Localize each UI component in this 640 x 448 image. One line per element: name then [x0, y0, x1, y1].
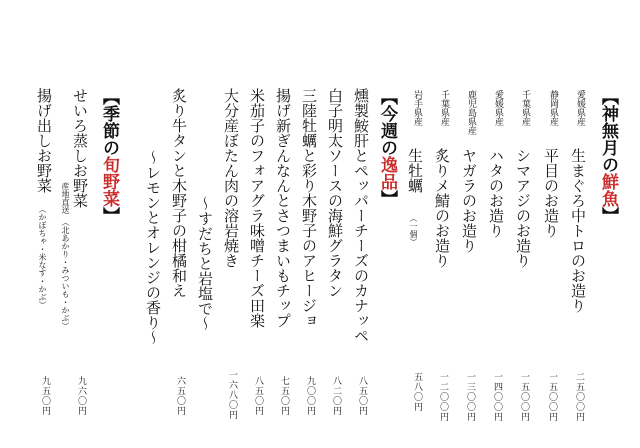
menu-item-name: 三陸牡蠣と彩り木野子のアヒージョ: [300, 88, 318, 328]
menu-item-name: せいろ蒸しお野菜: [71, 88, 89, 208]
bracket-close: 】: [598, 207, 618, 224]
menu-item-name: シマアジのお造り: [514, 148, 532, 268]
menu-item-name: 生まぐろ中トロのお造り: [569, 148, 587, 313]
menu-item-name: 揚げ出しお野菜: [35, 88, 53, 193]
menu-item-price: 七五〇円: [279, 376, 289, 416]
origin-label: 千葉県産: [439, 90, 449, 126]
menu-item-name: 大分産ぼたん肉の溶岩焼き: [222, 88, 240, 268]
menu-item-name: 炙り牛タンと木野子の柑橘和え: [170, 88, 188, 298]
menu-item-price: 九〇〇円: [305, 376, 315, 416]
menu-item-subtitle: 〜レモンとオレンジの香り〜: [144, 150, 162, 345]
menu-item-price: 六五〇円: [175, 376, 185, 416]
menu-item-price: 八五〇円: [253, 376, 263, 416]
menu-item-price: 一二〇〇円: [438, 372, 448, 422]
menu-item-name: ハタのお造り: [487, 148, 505, 238]
menu-item-name: 白子明太ソースの海鮮グラタン: [326, 88, 344, 298]
menu-item-price: 八五〇円: [357, 376, 367, 416]
menu-item-name: 米茄子のフォアグラ味噌チーズ田楽: [248, 88, 266, 328]
bracket-open: 【: [598, 88, 618, 105]
origin-label: 静岡県産: [548, 90, 558, 126]
menu-item-name: 炙りメ鯖のお造り: [433, 148, 451, 268]
bracket-open: 【: [377, 88, 397, 105]
menu-item-price: 一六八〇円: [227, 370, 237, 420]
menu-item-price: 八二〇円: [331, 376, 341, 416]
origin-label: 鹿児島県産: [466, 90, 476, 135]
menu-item-name: 平目のお造り: [542, 148, 560, 238]
menu-item-note: （一個）: [409, 214, 418, 246]
section-title: 季節の: [99, 105, 119, 156]
section-title-accent: 鮮魚: [598, 173, 618, 207]
menu-item-subtitle: 〜すだちと岩塩で〜: [196, 196, 214, 331]
section-title-accent: 旬野菜: [99, 156, 119, 207]
bracket-open: 【: [99, 88, 119, 105]
section-header-kannazuki: [599, 88, 616, 224]
menu-item-note: （かぼちゃ・米なす・かぶ）: [38, 205, 47, 309]
section-title: 神無月の: [598, 105, 618, 173]
bracket-close: 】: [99, 207, 119, 224]
origin-label: 岩手県産: [412, 90, 422, 126]
menu-item-price: 一三〇〇円: [465, 372, 475, 422]
origin-label: 愛媛県産: [575, 90, 585, 126]
section-header-konshu: [378, 88, 395, 207]
menu-item-name: 揚げ新ぎんなんとさつまいもチップ: [274, 88, 292, 328]
menu-item-name: 燻製鮟肝とペッパーチーズのカナッペ: [352, 88, 370, 343]
section-title: 今週の: [377, 105, 397, 156]
menu-item-note: （北あかり・みついも・かぶ）: [61, 218, 70, 330]
menu-item-price: 一五〇〇円: [547, 372, 557, 422]
section-header-kisetsu: [100, 88, 117, 224]
origin-label: 千葉県産: [520, 90, 530, 126]
menu-item-price: 五八〇円: [412, 372, 422, 412]
menu-item-name: ヤガラのお造り: [460, 148, 478, 253]
section-title-accent: 逸品: [377, 156, 397, 190]
menu-item-price: 九六〇円: [76, 376, 86, 416]
menu-item-name: 生牡蠣: [406, 148, 424, 193]
bracket-close: 】: [377, 190, 397, 207]
menu-item-price: 一四〇〇円: [492, 372, 502, 422]
menu-item-price: 一五〇〇円: [519, 372, 529, 422]
origin-label: 愛媛県産: [493, 90, 503, 126]
menu-item-price: 九五〇円: [40, 376, 50, 416]
menu-item-price: 二五〇〇円: [574, 372, 584, 422]
menu-item-note-top: 産地直送: [61, 182, 70, 214]
